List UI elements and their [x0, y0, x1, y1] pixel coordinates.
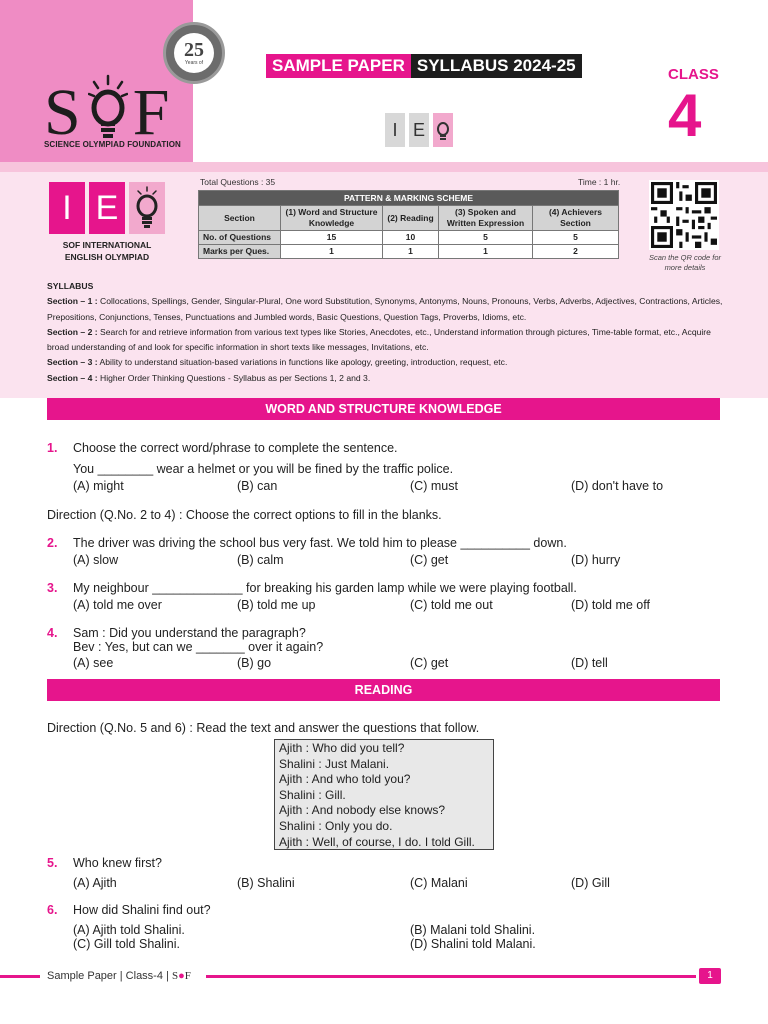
option-b[interactable]: (B) can: [237, 479, 278, 493]
dialogue-line: Shalini : Just Malani.: [279, 756, 390, 771]
row-label: No. of Questions: [199, 231, 281, 245]
table-cell: 10: [383, 231, 439, 245]
table-row: [199, 231, 619, 245]
ieo-letter-i: I: [49, 182, 85, 234]
option-d[interactable]: (D) Gill: [571, 876, 610, 890]
table-header-row: [199, 206, 619, 231]
qr-code-icon[interactable]: [649, 180, 719, 250]
syllabus-section-3: Section – 3 : Ability to understand situation-based variations in functions like apology, greeting, introduction, request, etc.: [47, 357, 508, 368]
option-c[interactable]: (C) Gill told Shalini.: [73, 937, 180, 951]
class-number: 4: [668, 82, 702, 149]
question-text: How did Shalini find out?: [73, 903, 211, 917]
option-b[interactable]: (B) go: [237, 656, 272, 670]
table-cell: 5: [439, 231, 533, 245]
syllabus-heading: SYLLABUS: [47, 281, 94, 291]
option-c[interactable]: (C) get: [410, 656, 449, 670]
table-header: Section: [199, 206, 281, 231]
question-text: Who knew first?: [73, 856, 162, 870]
dialogue-line: Ajith : Well, of course, I do. I told Gill.: [279, 834, 475, 849]
footer-line-right: [206, 975, 696, 978]
question-number: 2.: [47, 536, 58, 550]
dialogue-box: [274, 739, 494, 850]
page-number: 1: [699, 968, 721, 984]
question-text: My neighbour _____________ for breaking his garden lamp while we were playing football.: [73, 581, 577, 595]
question-number: 5.: [47, 856, 58, 870]
option-b[interactable]: (B) Shalini: [237, 876, 295, 890]
bulb-icon: [129, 182, 165, 234]
option-d[interactable]: (D) told me off: [571, 598, 650, 612]
syllabus-section-2: Section – 2 : Search for and retrieve information from various text types like Stories, Anecdotes, etc., Understand information through pictures, Time-table format, etc., Acquire broad understanding of and look for specific information in short texts like messages, Invitations, etc.: [47, 326, 711, 353]
time-allowed: Time : 1 hr.: [578, 177, 621, 187]
direction-text: Direction (Q.No. 5 and 6) : Read the text and answer the questions that follow.: [47, 721, 480, 735]
option-d[interactable]: (D) don't have to: [571, 479, 664, 493]
option-a[interactable]: (A) see: [73, 656, 114, 670]
seal-sub: Years of: [184, 60, 204, 66]
question-number: 6.: [47, 903, 58, 917]
table-cell: 2: [533, 245, 619, 259]
total-questions: Total Questions : 35: [200, 177, 276, 187]
sample-paper-title: [266, 54, 582, 78]
option-d[interactable]: (D) hurry: [571, 553, 621, 567]
anniversary-seal: [163, 22, 225, 84]
dialogue-line: Ajith : And who told you?: [279, 772, 411, 787]
title-sample-paper: SAMPLE PAPER: [266, 54, 411, 78]
table-header: (1) Word and Structure Knowledge: [281, 206, 383, 231]
table-header: (4) Achievers Section: [533, 206, 619, 231]
marking-scheme-table: [198, 190, 619, 259]
footer-line-left: [0, 975, 40, 978]
table-cell: 1: [281, 245, 383, 259]
dialogue-line: Ajith : Who did you tell?: [279, 741, 405, 755]
option-b[interactable]: (B) Malani told Shalini.: [410, 923, 536, 937]
footer-text: Sample Paper | Class-4 | S●F: [47, 970, 195, 982]
question-line: Bev : Yes, but can we _______ over it again?: [73, 640, 324, 654]
option-b[interactable]: (B) told me up: [237, 598, 316, 612]
direction-text: Direction (Q.No. 2 to 4) : Choose the correct options to fill in the blanks.: [47, 508, 442, 522]
table-cell: 15: [281, 231, 383, 245]
dialogue-line: Shalini : Gill.: [279, 787, 346, 802]
org-name: SCIENCE OLYMPIAD FOUNDATION: [44, 140, 181, 149]
seal-number: 25: [184, 39, 204, 61]
option-b[interactable]: (B) calm: [237, 553, 284, 567]
section-title-word-structure: WORD AND STRUCTURE KNOWLEDGE: [47, 398, 720, 420]
footer-logo: S●F: [171, 970, 191, 982]
qr-caption: Scan the QR code for more details: [648, 253, 722, 272]
ieo-letter-e: E: [409, 113, 429, 147]
option-a[interactable]: (A) Ajith: [73, 876, 117, 890]
table-cell: 5: [533, 231, 619, 245]
option-c[interactable]: (C) Malani: [410, 876, 468, 890]
option-c[interactable]: (C) must: [410, 479, 458, 493]
bulb-icon-small: [433, 113, 453, 147]
sof-logo-letters: S F: [44, 76, 172, 149]
ieo-logo-small: [385, 113, 453, 147]
option-a[interactable]: (A) might: [73, 479, 124, 493]
section-title-reading: READING: [47, 679, 720, 701]
option-a[interactable]: (A) slow: [73, 553, 119, 567]
ieo-letter-e: E: [89, 182, 125, 234]
ieo-letter-i: I: [385, 113, 405, 147]
question-text: The driver was driving the school bus very fast. We told him to please __________ down.: [73, 536, 567, 550]
dialogue-line: Shalini : Only you do.: [279, 818, 393, 833]
olympiad-name: SOF INTERNATIONAL ENGLISH OLYMPIAD: [62, 240, 152, 262]
row-label: Marks per Ques.: [199, 245, 281, 259]
question-number: 1.: [47, 441, 58, 455]
dialogue-line: Ajith : And nobody else knows?: [279, 803, 446, 818]
title-syllabus: SYLLABUS 2024-25: [411, 54, 582, 78]
syllabus-section-4: Section – 4 : Higher Order Thinking Questions - Syllabus as per Sections 1, 2 and 3.: [47, 372, 371, 383]
syllabus-section-1: Section – 1 : Collocations, Spellings, Gender, Singular-Plural, One word Substitution, Synonyms, Antonyms, Nouns, Pronouns, Verbs, Adverbs, Adjectives, Contractions, Articles, Prepositions, Conjunctions, Tenses, Punctuations and Jumbled words, Basic Questions, Question Tags, Proverbs, Idioms, etc.: [47, 296, 723, 322]
table-header: (2) Reading: [383, 206, 439, 231]
option-a[interactable]: (A) told me over: [73, 598, 162, 612]
syllabus: [47, 279, 727, 386]
table-caption: PATTERN & MARKING SCHEME: [199, 191, 619, 206]
question-line: Sam : Did you understand the paragraph?: [73, 626, 306, 640]
bulb-icon: [88, 74, 128, 140]
question-number: 4.: [47, 626, 58, 640]
option-c[interactable]: (C) told me out: [410, 598, 493, 612]
ieo-logo: [49, 182, 165, 234]
table-cell: 1: [383, 245, 439, 259]
class-label: CLASS: [668, 66, 719, 83]
option-d[interactable]: (D) Shalini told Malani.: [410, 937, 536, 951]
question-sentence: You ________ wear a helmet or you will be fined by the traffic police.: [73, 462, 454, 476]
option-c[interactable]: (C) get: [410, 553, 449, 567]
table-cell: 1: [439, 245, 533, 259]
table-row: [199, 245, 619, 259]
question-number: 3.: [47, 581, 58, 595]
option-a[interactable]: (A) Ajith told Shalini.: [73, 923, 185, 937]
table-header: (3) Spoken and Written Expression: [439, 206, 533, 231]
info-band-top: [0, 162, 768, 172]
question-text: Choose the correct word/phrase to complete the sentence.: [73, 441, 398, 455]
option-d[interactable]: (D) tell: [571, 656, 608, 670]
